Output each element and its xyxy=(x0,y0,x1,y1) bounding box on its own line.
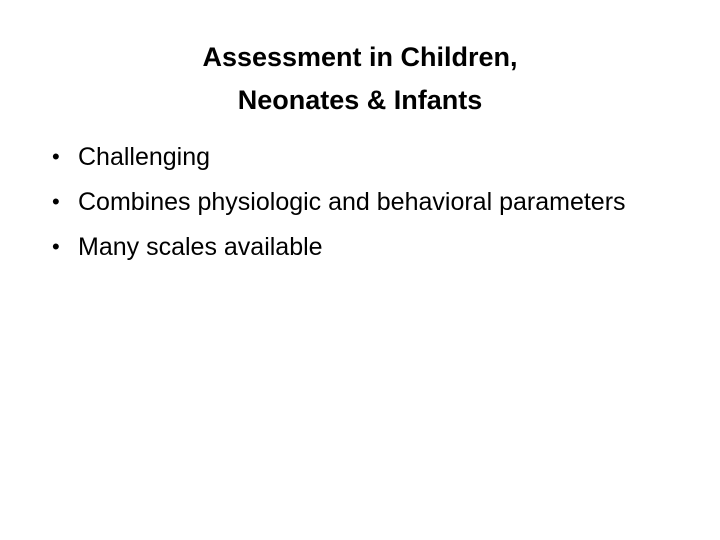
bullet-text: Challenging xyxy=(78,143,211,171)
slide-title xyxy=(60,36,660,122)
bullet-item xyxy=(0,226,720,268)
bullet-dot-icon: • xyxy=(52,144,60,169)
slide-title-line-2: Neonates & Infants xyxy=(237,85,483,115)
bullet-text: Many scales available xyxy=(78,233,323,261)
bullet-list xyxy=(0,136,720,274)
bullet-item xyxy=(0,184,720,220)
bullet-dot-icon: • xyxy=(52,189,60,214)
bullet-item xyxy=(0,136,720,178)
bullet-dot-icon: • xyxy=(52,234,60,259)
bullet-text: Combines physiologic and behavioral parameters xyxy=(78,188,626,216)
slide-title-line-1: Assessment in Children, xyxy=(202,42,518,72)
